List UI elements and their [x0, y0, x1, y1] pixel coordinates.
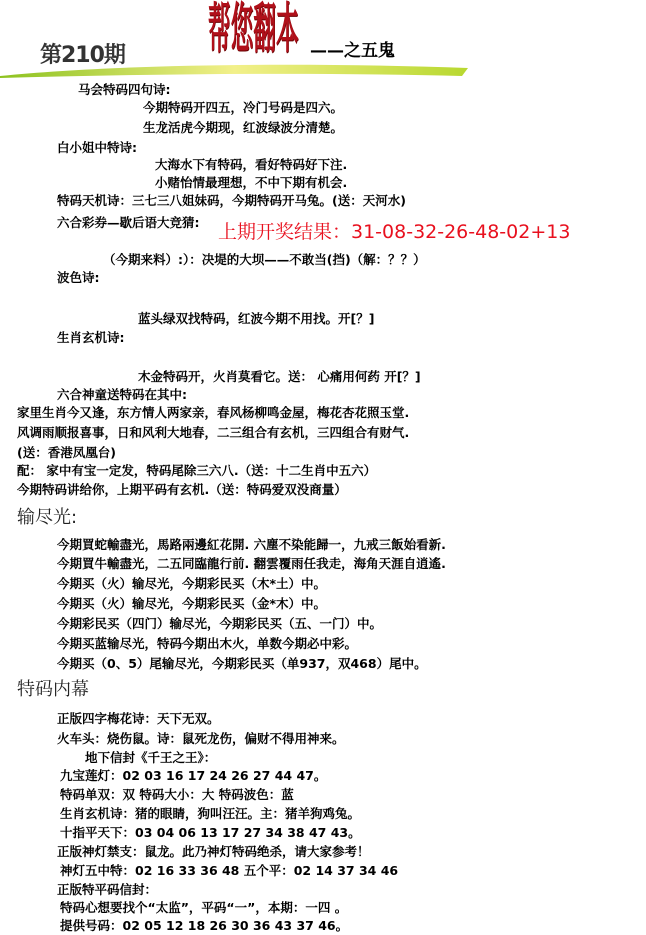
last-draw-result: 上期开奖结果：31-08-32-26-48-02+13 — [218, 221, 571, 243]
text-line: 生龙活虎今期现，红波绿波分清楚。 — [143, 120, 344, 135]
text-line: 正版四字梅花诗：天下无双。 — [57, 711, 220, 726]
text-line: 特码单双：双 特码大小：大 特码波色：蓝 — [60, 787, 294, 802]
text-line: 今期特码开四五，冷门号码是四六。 — [143, 100, 344, 115]
text-line: 今期买（0、5）尾输尽光，今期彩民买（单937，双468）尾中。 — [57, 656, 427, 671]
text-line: 家里生肖今又逢，东方情人两家亲，春风杨柳鸣金屋，梅花杏花照玉堂. — [17, 405, 410, 420]
text-line: 地下信封《千王之王》： — [85, 750, 217, 765]
text-line: 配： 家中有宝一定发，特码尾除三六八.（送：十二生肖中五六） — [17, 463, 377, 478]
text-line: 生肖玄机诗：猪的眼睛，狗叫汪汪。主：猪羊狗鸡兔。 — [60, 806, 361, 821]
text-line: 十指平天下：03 04 06 13 17 27 34 38 47 43。 — [60, 825, 361, 840]
text-line: 今期买（火）输尽光，今期彩民买（金*木）中。 — [57, 596, 327, 611]
text-line: 白小姐中特诗: — [57, 140, 137, 155]
text-line: 特码天机诗：三七三八姐妹码，今期特码开马兔。(送：天河水) — [57, 193, 406, 208]
text-line: (送：香港凤凰台) — [17, 445, 116, 460]
text-line: 火车头：烧伤鼠。诗：鼠死龙伤，偏财不得用神来。 — [57, 731, 345, 746]
text-line: 正版特平码信封： — [57, 882, 158, 897]
text-line: 特码心想要找个“太监”，平码“一”，本期：一四 。 — [60, 900, 348, 915]
text-line: 六合彩券—歇后语大竞猜: — [57, 215, 200, 230]
text-line: 今期买蓝输尽光，特码今期出木火，单数今期必中彩。 — [57, 636, 358, 651]
issue-number: 第210期 — [40, 43, 125, 68]
text-line: 今期買牛輸盡光，二五同臨龍行前. 翻雲覆雨任我走，海角天涯自逍遙. — [57, 556, 446, 571]
text-line: 今期買蛇輸盡光，馬路兩邊紅花開. 六塵不染能歸一，九戒三飯始看新. — [57, 537, 446, 552]
text-line: 蓝头绿双找特码，红波今期不用找。开[？] — [138, 311, 375, 326]
text-line: 神灯五中特：02 16 33 36 48 五个平：02 14 37 34 46 — [60, 863, 399, 878]
text-line: 波色诗: — [57, 270, 100, 285]
section-heading: 输尽光: — [17, 507, 78, 528]
text-line: 提供号码：02 05 12 18 26 30 36 43 37 46。 — [60, 918, 349, 933]
text-line: 六合神童送特码在其中: — [57, 387, 187, 402]
text-line: 生肖玄机诗: — [57, 330, 125, 345]
text-line: （今期来料）:）：决堤的大坝——不敢当(挡)（解：？？） — [103, 252, 426, 267]
text-line: 今期彩民买（四门）输尽光，今期彩民买（五、一门）中。 — [57, 616, 383, 631]
text-line: 正版神灯禁支：鼠龙。此乃神灯特码绝杀，请大家参考！ — [57, 844, 370, 859]
text-line: 今期特码讲给你，上期平码有玄机.（送：特码爱双没商量） — [17, 482, 347, 497]
text-line: 马会特码四句诗: — [78, 82, 171, 97]
text-line: 风调雨顺报喜事，日和风利大地春，二三组合有玄机，三四组合有财气. — [17, 425, 410, 440]
text-line: 木金特码开，火肖莫看它。送： 心痛用何药 开[？] — [138, 369, 421, 384]
text-line: 今期买（火）输尽光，今期彩民买（木*土）中。 — [57, 576, 327, 591]
page-title: 帮您翻本 — [208, 0, 299, 60]
section-heading: 特码内幕 — [17, 679, 89, 700]
text-line: 小赌怡情最理想，不中下期有机会. — [155, 175, 348, 190]
text-line: 九宝莲灯：02 03 16 17 24 26 27 44 47。 — [60, 768, 327, 783]
header-swoosh-divider — [0, 62, 468, 78]
text-line: 大海水下有特码，看好特码好下注. — [155, 157, 348, 172]
page-subtitle: ——之五鬼 — [310, 41, 395, 61]
